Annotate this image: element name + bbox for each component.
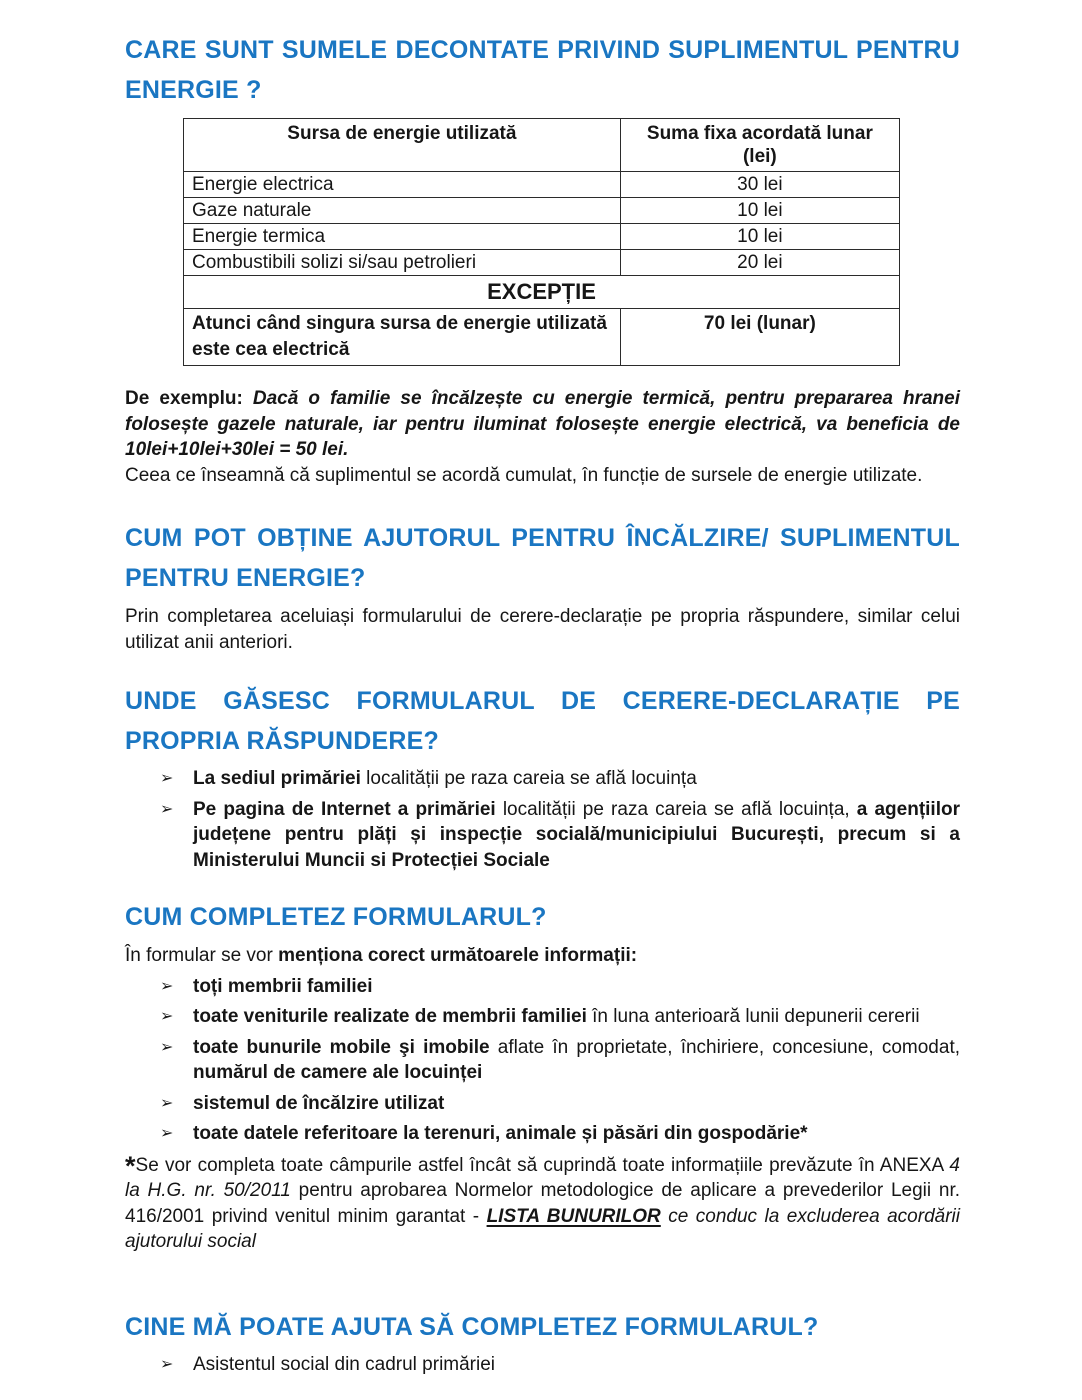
- table-header-row: [184, 119, 900, 172]
- exception-title: EXCEPȚIE: [184, 276, 900, 309]
- text-run: Se vor completa toate câmpurile astfel încât să cuprindă toate informațiile prevăzute în ANEXA: [135, 1154, 950, 1176]
- list-item: [125, 766, 960, 792]
- section-heading-where-form: UNDE GĂSESC FORMULARUL DE CERERE-DECLARAȚIE PE PROPRIA RĂSPUNDERE?: [125, 687, 960, 755]
- list-item-text: [193, 1004, 960, 1030]
- text-run: aflate în proprietate, închiriere, concesiune, comodat,: [489, 1036, 960, 1058]
- list-item-text: sistemul de încălzire utilizat: [193, 1092, 445, 1114]
- text-run: ce conduc la excluderea acordării ajutorului social: [125, 1205, 960, 1252]
- cell-amount: 10 lei: [620, 198, 899, 224]
- text-run: Dacă o familie se încălzește cu energie termică, pentru prepararea hranei folosește gazele naturale, iar pentru iluminat folosește energie electrică, va beneficia de 10lei+10lei+30lei = 50 lei.: [125, 388, 960, 460]
- cumulative-note-paragraph: Ceea ce înseamnă că suplimentul se acordă cumulat, în funcție de sursele de energie utilizate.: [125, 464, 923, 486]
- table-row: [184, 250, 900, 276]
- cell-amount: 20 lei: [620, 250, 899, 276]
- text-run: pentru aprobarea Normelor metodologice de aplicare a prevederilor Legii nr. 416/2001 privind venitul minim garantat -: [125, 1180, 961, 1227]
- footnote-paragraph: [125, 1150, 961, 1255]
- cell-exception-amount: 70 lei (lunar): [620, 309, 899, 366]
- table-exception-row: [184, 309, 900, 366]
- table-row: [184, 198, 900, 224]
- text-run: localității pe raza careia se află locuința,: [495, 798, 857, 820]
- arrow-bullet-icon: ➢: [160, 1038, 174, 1056]
- cell-amount: 30 lei: [620, 172, 899, 198]
- list-item-text: toți membrii familiei: [193, 975, 373, 997]
- text-run: numărul de camere ale locuinței: [193, 1062, 483, 1083]
- arrow-bullet-icon: ➢: [160, 1094, 174, 1112]
- arrow-bullet-icon: ➢: [160, 1008, 174, 1025]
- fill-intro-paragraph: [125, 943, 960, 969]
- cell-source: Combustibili solizi si/sau petrolieri: [184, 250, 621, 276]
- cell-source: Gaze naturale: [184, 198, 621, 224]
- arrow-bullet-icon: ➢: [160, 1125, 174, 1142]
- text-run: a agențiilor județene pentru plăți și inspecție socială/municipiului București, precum si a Ministerului Muncii si Protecției Sociale: [193, 798, 960, 871]
- list-item-text: [193, 766, 960, 792]
- list-item-text: [193, 1035, 960, 1086]
- section-heading-who-helps: CINE MĂ POATE AJUTA SĂ COMPLETEZ FORMULARUL?: [125, 1312, 819, 1341]
- text-run: La sediul primăriei: [193, 768, 361, 789]
- text-run: localității pe raza careia se află locuința: [360, 768, 697, 789]
- text-run: În formular se vor: [125, 945, 279, 966]
- where-form-list: [125, 766, 960, 873]
- arrow-bullet-icon: ➢: [160, 770, 174, 787]
- arrow-bullet-icon: ➢: [160, 800, 174, 818]
- list-item-text: [193, 797, 960, 874]
- list-item: [125, 797, 960, 874]
- who-helps-list: [125, 1352, 960, 1378]
- list-item-text: toate datele referitoare la terenuri, animale și păsări din gospodărie*: [193, 1123, 808, 1144]
- text-run: toate veniturile realizate de membrii familiei: [193, 1006, 587, 1027]
- list-item: [125, 1035, 960, 1086]
- arrow-bullet-icon: ➢: [160, 977, 174, 995]
- section-heading-how-to-obtain: CUM POT OBȚINE AJUTORUL PENTRU ÎNCĂLZIRE/ SUPLIMENTUL PENTRU ENERGIE?: [125, 524, 960, 592]
- table-row: [184, 172, 900, 198]
- list-item-text: Asistentul social din cadrul primăriei: [193, 1353, 496, 1375]
- how-to-obtain-paragraph: Prin completarea aceluiași formularului de cerere-declarație pe propria răspundere, similar celui utilizat anii anteriori.: [125, 606, 960, 653]
- text-run: 4 la H.G. nr. 50/2011: [125, 1154, 960, 1201]
- section-heading-how-to-fill: CUM COMPLETEZ FORMULARUL?: [125, 903, 547, 931]
- cell-source: Energie electrica: [184, 172, 621, 198]
- list-item: [125, 1352, 960, 1378]
- table-exception-title-row: [184, 276, 900, 309]
- example-paragraph: [125, 386, 960, 463]
- text-run: De exemplu:: [125, 388, 253, 409]
- column-header-source: Sursa de energie utilizată: [184, 119, 621, 172]
- energy-amounts-table: [183, 118, 900, 366]
- cell-exception-source: Atunci când singura sursa de energie utilizată este cea electrică: [184, 309, 621, 366]
- asterisk-marker: *: [125, 1150, 136, 1181]
- list-item: [125, 1091, 960, 1117]
- goods-list-link: LISTA BUNURILOR: [486, 1205, 661, 1227]
- text-run: menționa corect următoarele informații:: [278, 945, 638, 966]
- list-item: [125, 1121, 960, 1147]
- arrow-bullet-icon: ➢: [160, 1355, 174, 1373]
- text-run: în luna anterioară lunii depunerii cererii: [586, 1006, 920, 1027]
- list-item: [125, 974, 960, 1000]
- table-row: [184, 224, 900, 250]
- section-heading-sums: CARE SUNT SUMELE DECONTATE PRIVIND SUPLIMENTUL PENTRU ENERGIE ?: [125, 36, 960, 104]
- cell-source: Energie termica: [184, 224, 621, 250]
- text-run: toate bunurile mobile şi imobile: [193, 1036, 490, 1058]
- list-item: [125, 1004, 960, 1030]
- text-run: Pe pagina de Internet a primăriei: [193, 798, 496, 820]
- cell-amount: 10 lei: [620, 224, 899, 250]
- fill-requirements-list: [125, 974, 960, 1147]
- column-header-amount: Suma fixa acordată lunar (lei): [620, 119, 899, 172]
